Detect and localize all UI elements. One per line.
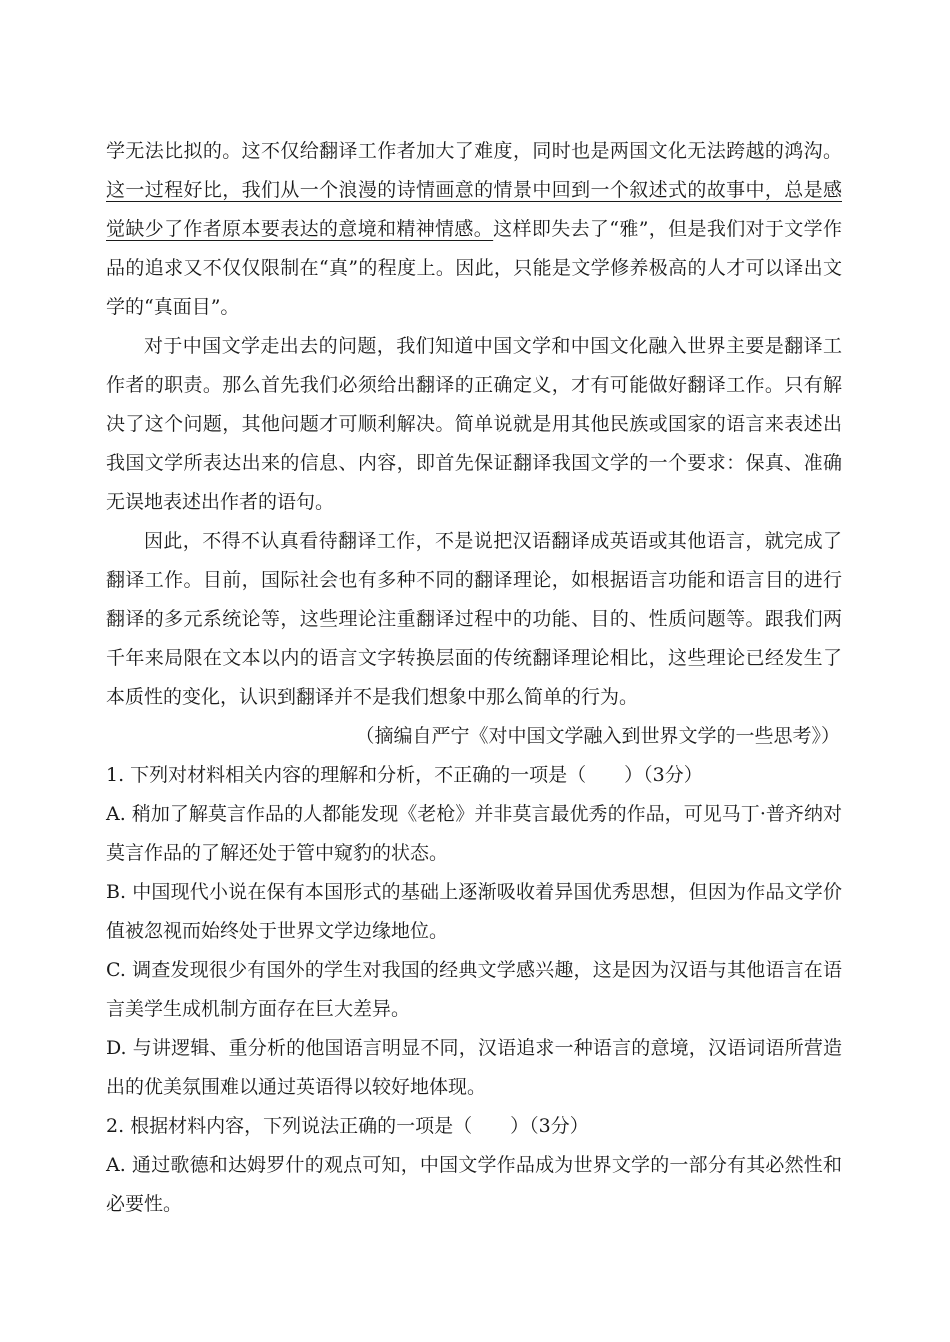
passage-source: （摘编自严宁《对中国文学融入到世界文学的一些思考》） (355, 725, 840, 747)
underlined-sentence: 这一过程好比，我们从一个浪漫的诗情画意的情景中回到一个叙述式的故事中，总是感觉缺少了作者原本要表达的意境和精神情感。 (106, 179, 842, 240)
passage-paragraph-1 (106, 132, 842, 327)
question-2-option-a: A. 通过歌德和达姆罗什的观点可知，中国文学作品成为世界文学的一部分有其必然性和必要性。 (106, 1154, 842, 1215)
passage-paragraph-1-rest: 这样即失去了“雅”，但是我们对于文学作品的追求又不仅仅限制在“真”的程度上。因此，只能是文学修养极高的人才可以译出文学的“真面目”。 (106, 218, 842, 318)
passage-paragraph-3: 因此，不得不认真看待翻译工作，不是说把汉语翻译成英语或其他语言，就完成了翻译工作。目前，国际社会也有多种不同的翻译理论，如根据语言功能和语言目的进行翻译的多元系统论等，这些理论注重翻译过程中的功能、目的、性质问题等。跟我们两千年来局限在文本以内的语言文字转换层面的传统翻译理论相比，这些理论已经发生了本质性的变化，认识到翻译并不是我们想象中那么简单的行为。 (106, 530, 842, 708)
passage-paragraph-1-start: 学无法比拟的。这不仅给翻译工作者加大了难度，同时也是两国文化无法跨越的鸿沟。 (106, 140, 842, 162)
question-1-option-a: A. 稍加了解莫言作品的人都能发现《老枪》并非莫言最优秀的作品，可见马丁·普齐纳对莫言作品的了解还处于管中窥豹的状态。 (106, 803, 842, 864)
page-content (106, 132, 842, 1224)
question-1-option-b: B. 中国现代小说在保有本国形式的基础上逐渐吸收着异国优秀思想，但因为作品文学价值被忽视而始终处于世界文学边缘地位。 (106, 881, 842, 942)
passage-paragraph-2: 对于中国文学走出去的问题，我们知道中国文学和中国文化融入世界主要是翻译工作者的职责。那么首先我们必须给出翻译的正确定义，才有可能做好翻译工作。只有解决了这个问题，其他问题才可顺利解决。简单说就是用其他民族或国家的语言来表述出我国文学所表达出来的信息、内容，即首先保证翻译我国文学的一个要求：保真、准确无误地表述出作者的语句。 (106, 335, 842, 513)
question-1-option-c: C. 调查发现很少有国外的学生对我国的经典文学感兴趣，这是因为汉语与其他语言在语言美学生成机制方面存在巨大差异。 (106, 959, 842, 1020)
question-1-option-d: D. 与讲逻辑、重分析的他国语言明显不同，汉语追求一种语言的意境，汉语词语所营造出的优美氛围难以通过英语得以较好地体现。 (106, 1037, 842, 1098)
question-1-stem: 1. 下列对材料相关内容的理解和分析，不正确的一项是（ ）（3分） (106, 764, 703, 786)
question-2-stem: 2. 根据材料内容，下列说法正确的一项是（ ）（3分） (106, 1115, 589, 1137)
